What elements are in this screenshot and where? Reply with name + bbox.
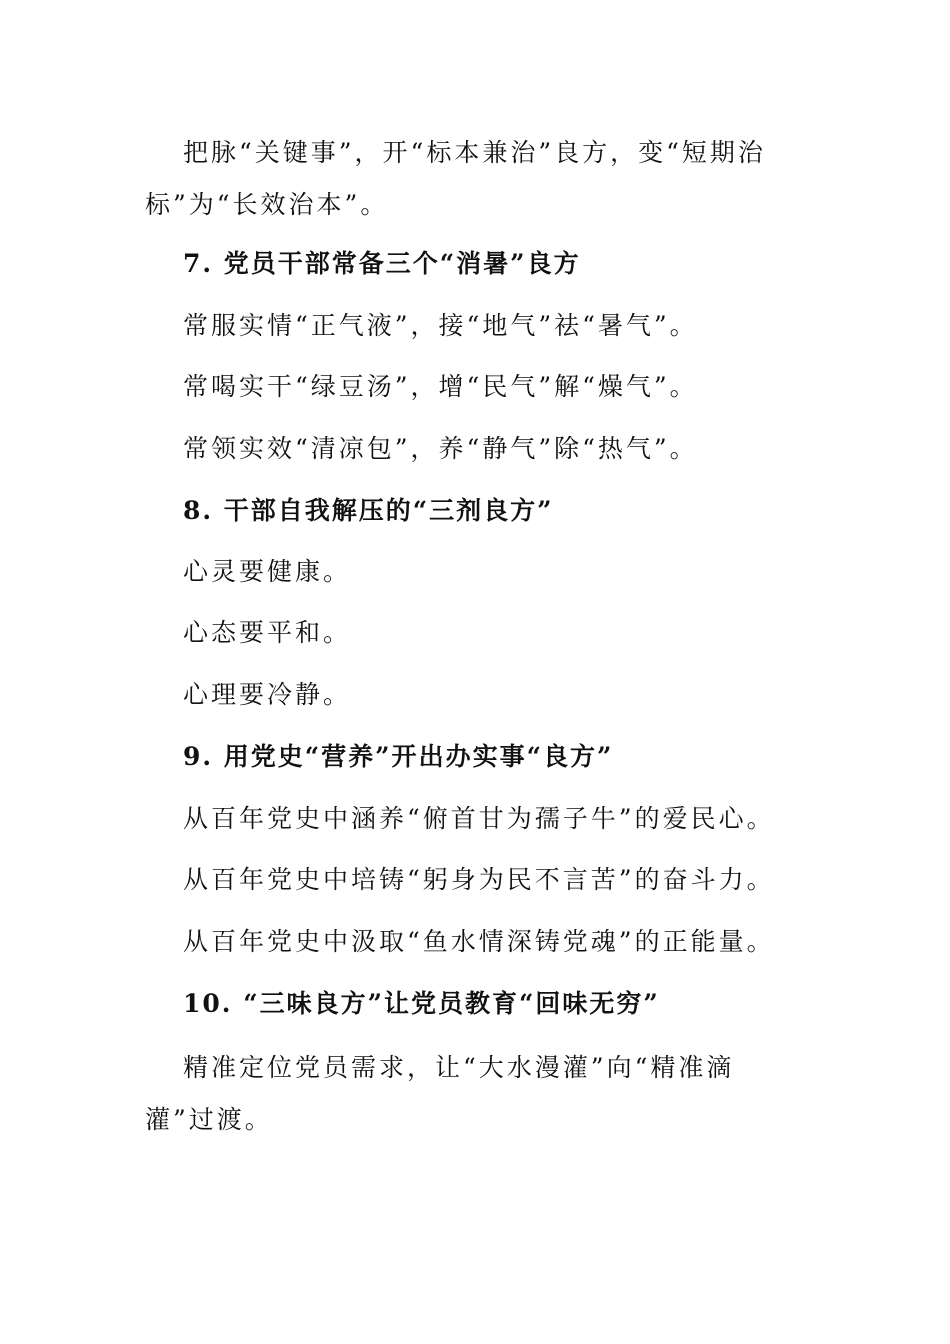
- paragraph-intro: 把脉“关键事”，开“标本兼治”良方，变“短期治标”为“长效治本”。: [145, 138, 766, 219]
- heading-7: 7. 党员干部常备三个“消暑”良方: [183, 249, 581, 278]
- heading-9: 9. 用党史“营养”开出办实事“良方”: [183, 742, 614, 771]
- list-item: 常喝实干“绿豆汤”，增“民气”解“燥气”。: [183, 372, 698, 401]
- list-item: 心灵要健康。: [183, 557, 352, 586]
- list-item: 心态要平和。: [183, 618, 352, 647]
- paragraph-final: 精准定位党员需求，让“大水漫灌”向“精准滴灌”过渡。: [145, 1053, 735, 1134]
- list-item: 常领实效“清凉包”，养“静气”除“热气”。: [183, 434, 698, 463]
- list-item: 从百年党史中培铸“躬身为民不言苦”的奋斗力。: [183, 865, 775, 894]
- list-item: 从百年党史中涵养“俯首甘为孺子牛”的爱民心。: [183, 804, 775, 833]
- list-item: 常服实情“正气液”，接“地气”祛“暑气”。: [183, 311, 698, 340]
- heading-8: 8. 干部自我解压的“三剂良方”: [183, 496, 554, 525]
- heading-10: 10. “三味良方”让党员教育“回味无穷”: [183, 989, 660, 1018]
- list-item: 从百年党史中汲取“鱼水情深铸党魂”的正能量。: [183, 927, 775, 956]
- list-item: 心理要冷静。: [183, 680, 352, 709]
